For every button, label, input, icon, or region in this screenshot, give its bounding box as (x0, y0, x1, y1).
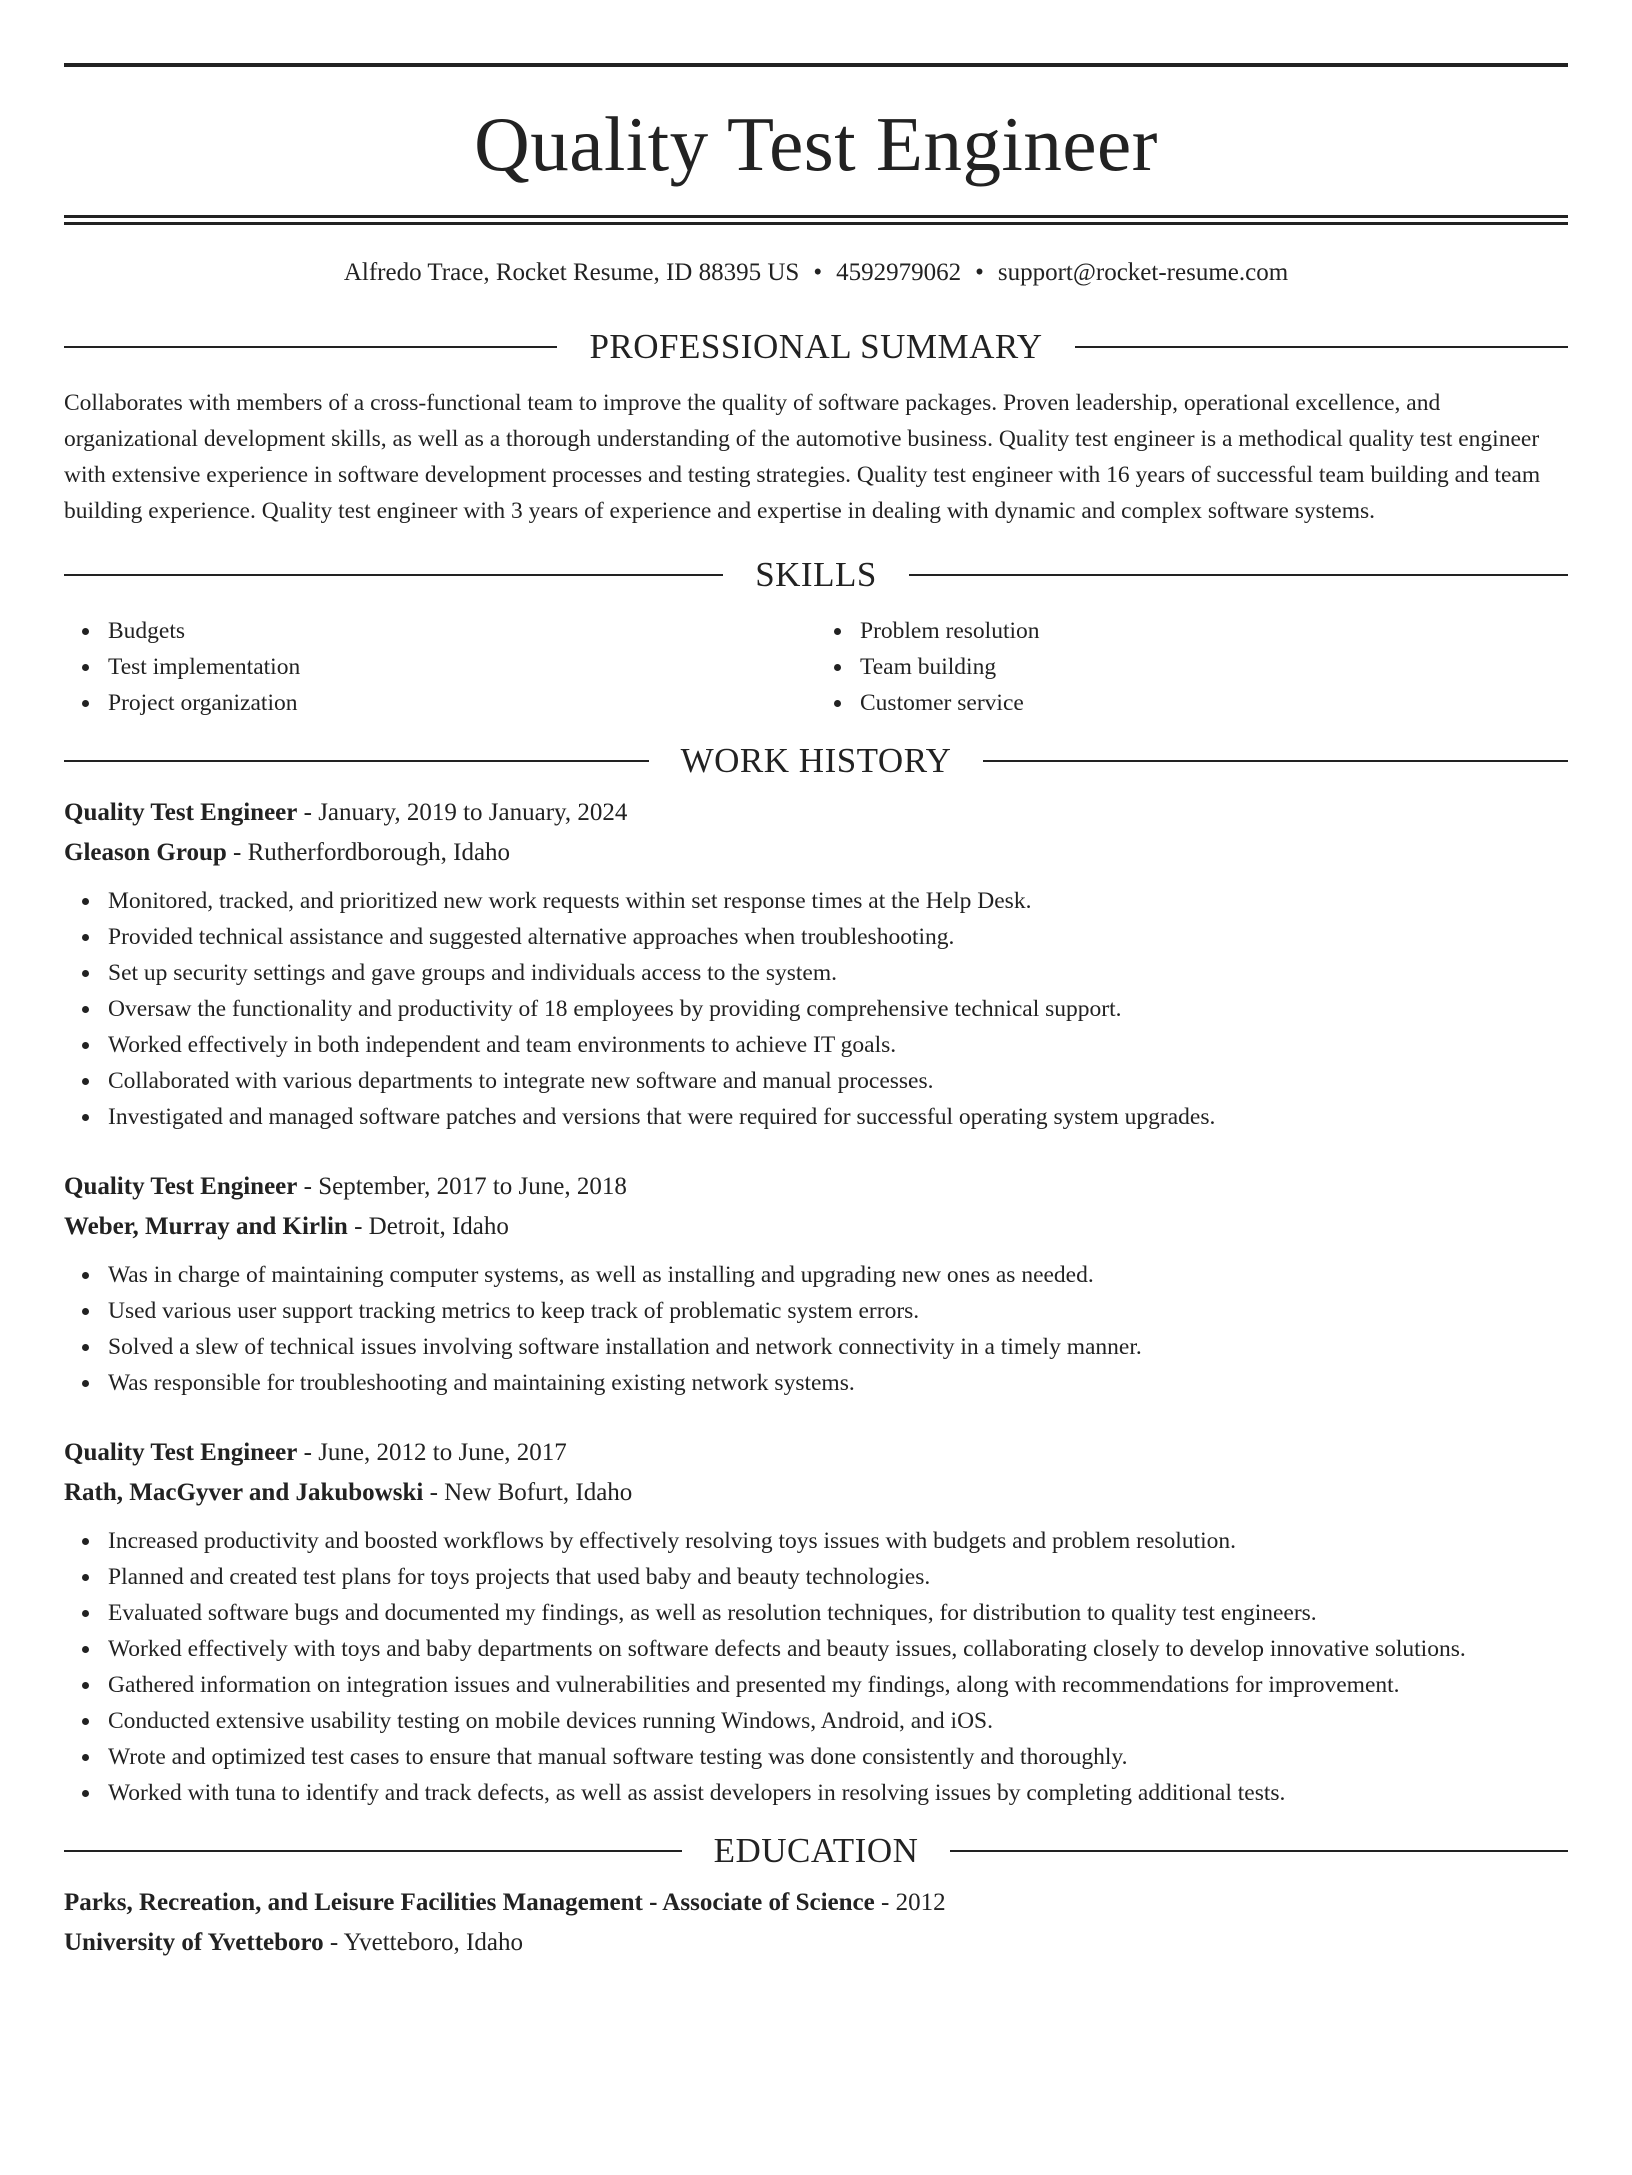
job-entry (64, 793, 1568, 1135)
title-double-rule (64, 215, 1568, 225)
job-duty: Was responsible for troubleshooting and maintaining existing network systems. (108, 1365, 1568, 1401)
job-duty: Worked with tuna to identify and track defects, as well as assist developers in resolving issues by completing additional tests. (108, 1775, 1568, 1811)
section-rule (909, 574, 1568, 576)
skill-item: Test implementation (108, 649, 816, 685)
education-school-line (64, 1923, 1568, 1963)
job-location: - Rutherfordborough, Idaho (226, 839, 511, 866)
job-duty: Gathered information on integration issues and vulnerabilities and presented my findings, along with recommendations for improvement. (108, 1667, 1568, 1703)
job-duty: Collaborated with various departments to integrate new software and manual processes. (108, 1063, 1568, 1099)
job-duty: Solved a slew of technical issues involving software installation and network connectivity in a timely manner. (108, 1329, 1568, 1365)
job-title: Quality Test Engineer (64, 799, 298, 826)
job-duty: Provided technical assistance and suggested alternative approaches when troubleshooting. (108, 919, 1568, 955)
section-rule (64, 346, 557, 348)
job-duty: Was in charge of maintaining computer systems, as well as installing and upgrading new ones as needed. (108, 1257, 1568, 1293)
job-location: - New Bofurt, Idaho (423, 1479, 633, 1506)
section-header-education (64, 1831, 1568, 1871)
skills-column-left (64, 613, 816, 721)
section-rule (1075, 346, 1568, 348)
job-duty: Wrote and optimized test cases to ensure that manual software testing was done consistently and thoroughly. (108, 1739, 1568, 1775)
top-rule (64, 63, 1568, 67)
job-entry (64, 1167, 1568, 1401)
section-title-education: EDUCATION (713, 1831, 919, 1870)
skills-list (64, 613, 1568, 721)
skill-item: Problem resolution (860, 613, 1568, 649)
section-rule (64, 760, 649, 762)
section-rule (983, 760, 1568, 762)
job-dates: - January, 2019 to January, 2024 (297, 799, 628, 826)
section-rule (64, 1850, 682, 1852)
job-title-line (64, 793, 1568, 833)
job-title: Quality Test Engineer (64, 1173, 298, 1200)
contact-address: Alfredo Trace, Rocket Resume, ID 88395 US (343, 259, 800, 286)
section-title-skills: SKILLS (755, 555, 877, 594)
skill-item: Team building (860, 649, 1568, 685)
section-header-skills (64, 555, 1568, 595)
job-dates: - June, 2012 to June, 2017 (297, 1439, 567, 1466)
section-header-work (64, 741, 1568, 781)
job-title-line (64, 1167, 1568, 1207)
skills-column-right (816, 613, 1568, 721)
education-school: University of Yvetteboro (64, 1929, 324, 1956)
job-duty: Worked effectively with toys and baby departments on software defects and beauty issues, collaborating closely to develop innovative solutions. (108, 1631, 1568, 1667)
job-dates: - September, 2017 to June, 2018 (297, 1173, 627, 1200)
job-duty: Investigated and managed software patches and versions that were required for successful operating system upgrades. (108, 1099, 1568, 1135)
contact-phone: 4592979062 (836, 259, 962, 286)
section-title-summary: PROFESSIONAL SUMMARY (589, 327, 1043, 366)
job-company: Rath, MacGyver and Jakubowski (64, 1479, 424, 1506)
education-degree: Parks, Recreation, and Leisure Facilities Management - Associate of Science (64, 1889, 875, 1916)
job-duty: Used various user support tracking metrics to keep track of problematic system errors. (108, 1293, 1568, 1329)
job-company-line (64, 1207, 1568, 1247)
job-duty: Planned and created test plans for toys projects that used baby and beauty technologies. (108, 1559, 1568, 1595)
resume-title: Quality Test Engineer (474, 101, 1158, 187)
section-title-work: WORK HISTORY (680, 741, 952, 780)
job-company: Gleason Group (64, 839, 227, 866)
job-duties (64, 1523, 1568, 1811)
job-entry (64, 1433, 1568, 1811)
job-duty: Evaluated software bugs and documented my findings, as well as resolution techniques, for distribution to quality test engineers. (108, 1595, 1568, 1631)
job-duty: Oversaw the functionality and productivity of 18 employees by providing comprehensive technical support. (108, 991, 1568, 1027)
job-duty: Worked effectively in both independent and team environments to achieve IT goals. (108, 1027, 1568, 1063)
contact-separator: • (813, 259, 823, 286)
skill-item: Project organization (108, 685, 816, 721)
section-rule (64, 574, 723, 576)
contact-email: support@rocket-resume.com (997, 259, 1289, 286)
contact-line (64, 258, 1568, 288)
job-duties (64, 1257, 1568, 1401)
job-duty: Increased productivity and boosted workflows by effectively resolving toys issues with budgets and problem resolution. (108, 1523, 1568, 1559)
section-header-summary (64, 327, 1568, 367)
job-duty: Conducted extensive usability testing on mobile devices running Windows, Android, and iOS. (108, 1703, 1568, 1739)
education-location: - Yvetteboro, Idaho (323, 1929, 523, 1956)
job-location: - Detroit, Idaho (347, 1213, 509, 1240)
job-duty: Monitored, tracked, and prioritized new work requests within set response times at the Help Desk. (108, 883, 1568, 919)
skill-item: Budgets (108, 613, 816, 649)
job-company-line (64, 1473, 1568, 1513)
job-company-line (64, 833, 1568, 873)
job-duties (64, 883, 1568, 1135)
job-title: Quality Test Engineer (64, 1439, 298, 1466)
job-title-line (64, 1433, 1568, 1473)
resume-page (0, 63, 1632, 2175)
education-degree-line (64, 1883, 1568, 1923)
job-company: Weber, Murray and Kirlin (64, 1213, 348, 1240)
contact-separator: • (975, 259, 984, 286)
job-duty: Set up security settings and gave groups and individuals access to the system. (108, 955, 1568, 991)
summary-text: Collaborates with members of a cross-functional team to improve the quality of software packages. Proven leadership, operational excellence, and organizational development skills, as well as a thorough understanding of the automotive business. Quality test engineer is a methodical quality test engineer with extensive experience in software development processes and testing strategies. Quality test engineer with 16 years of successful team building and team building experience. Quality test engineer with 3 years of experience and expertise in dealing with dynamic and complex software systems. (64, 390, 1541, 524)
skill-item: Customer service (860, 685, 1568, 721)
section-rule (950, 1850, 1568, 1852)
education-entry (64, 1883, 1568, 1963)
education-year: - 2012 (874, 1889, 946, 1916)
